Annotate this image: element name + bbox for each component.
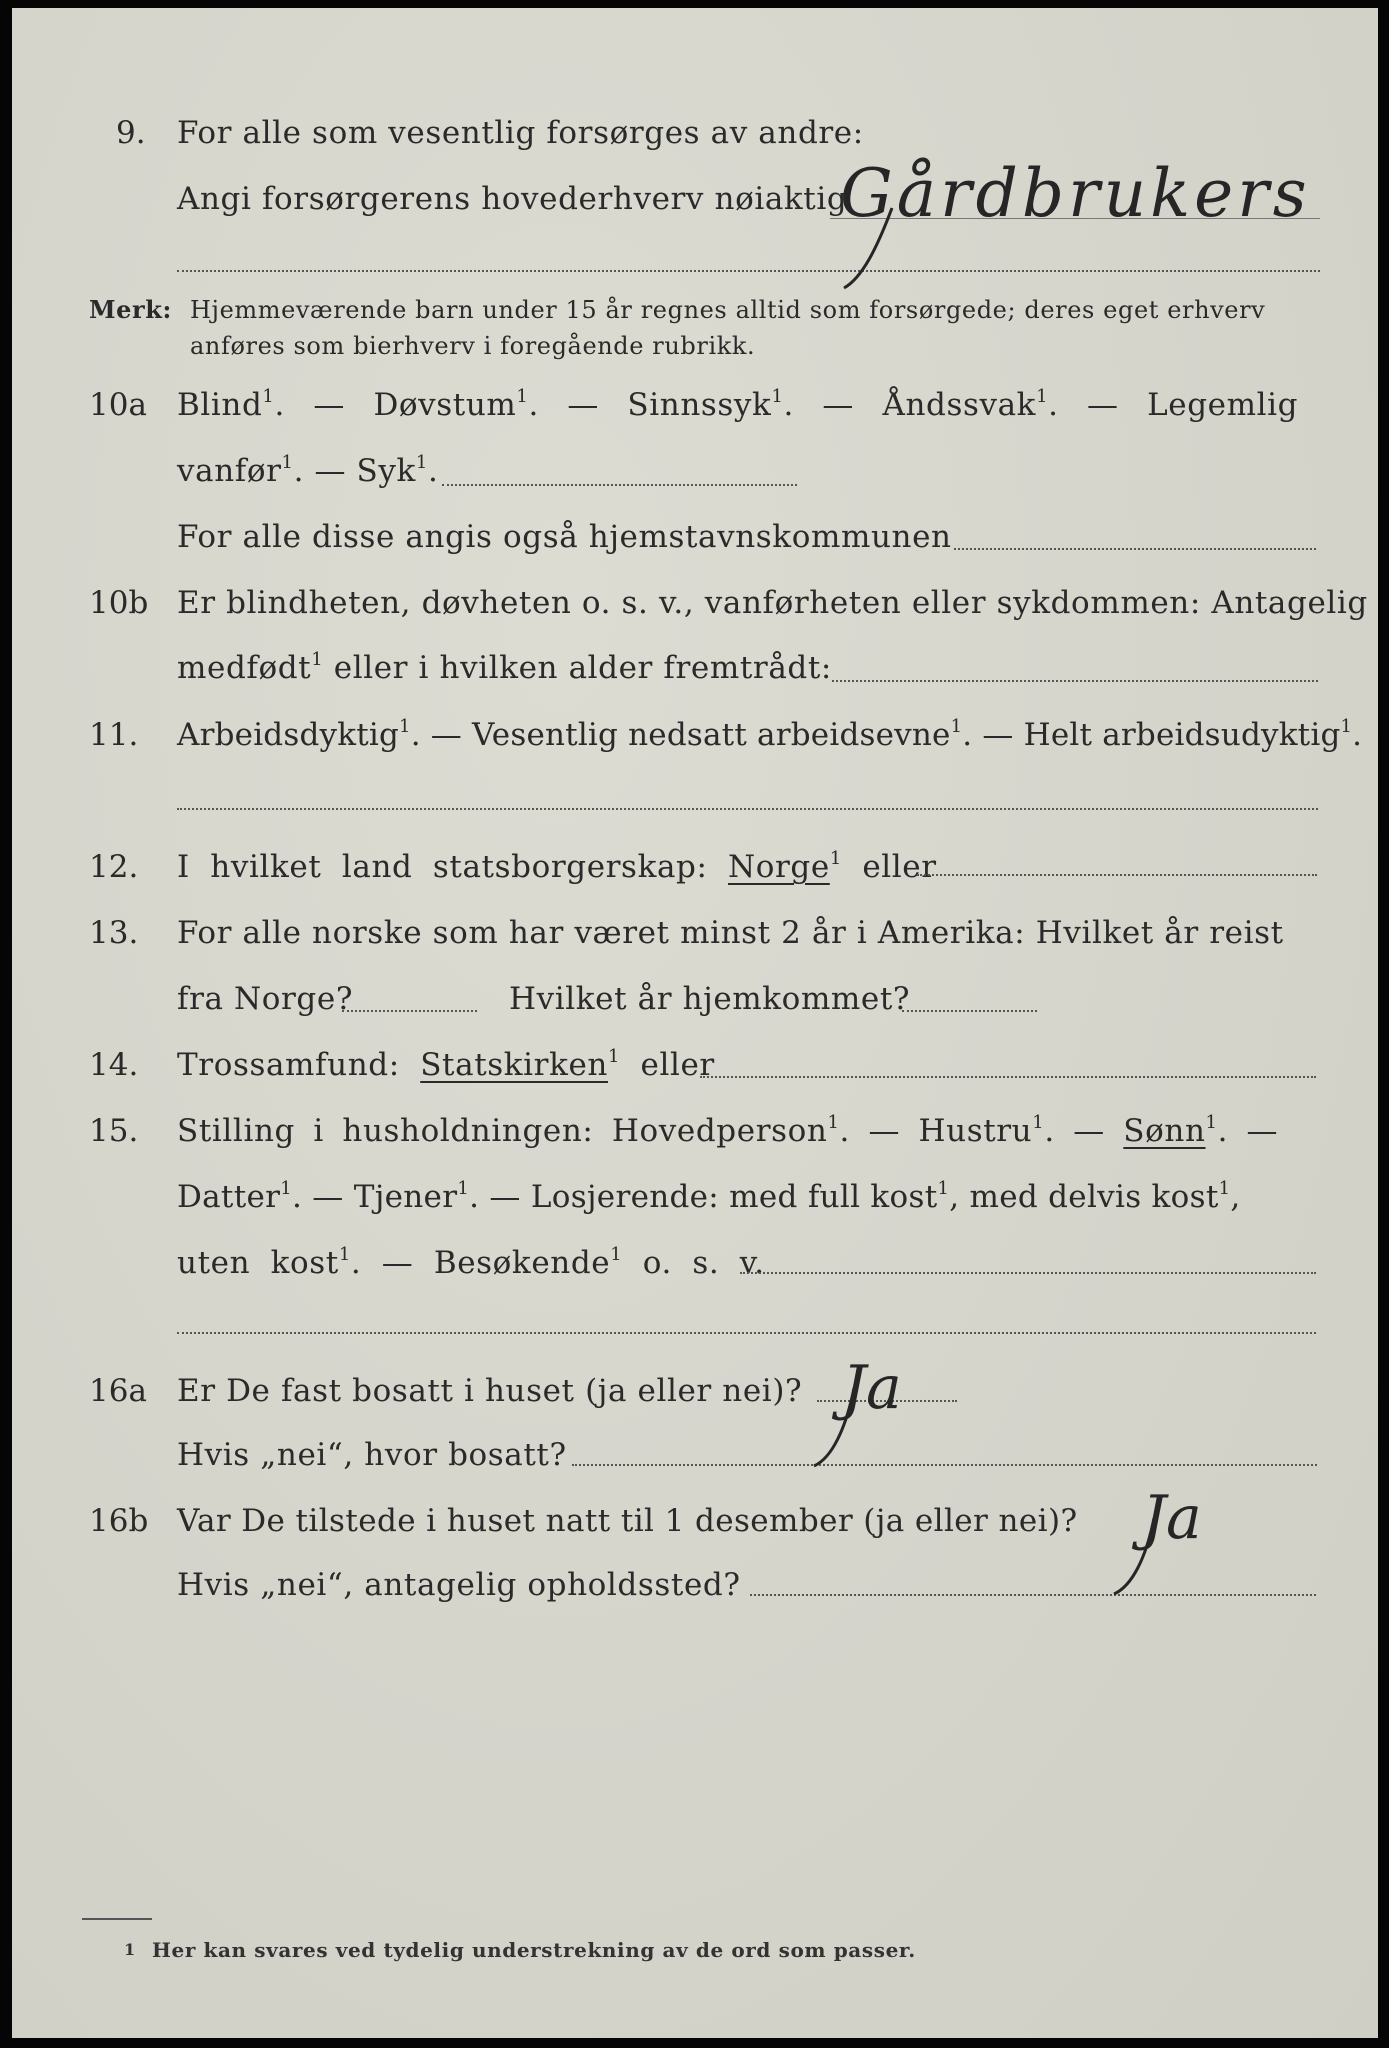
q12-dotted-line	[917, 874, 1317, 876]
q9-number: 9.	[116, 115, 146, 151]
q10b-line1: Er blindheten, døvheten o. s. v., vanførheten eller sykdommen: Antagelig	[177, 585, 1368, 621]
q15-extra-dotted-line	[177, 1332, 1316, 1334]
q16b-handwritten-answer	[1102, 1478, 1252, 1608]
q10a-line1: Blind$^1$. — Døvstum$^1$. — Sinnssyk$^1$. — Åndssvak$^1$. — Legemlig	[177, 386, 1299, 423]
q16a-line1: Er De fast bosatt i huset (ja eller nei)?	[177, 1373, 803, 1409]
q16a-answer-text: Ja	[842, 1353, 902, 1423]
q15-number: 15.	[89, 1113, 139, 1149]
q16b-line1: Var De tilstede i huset natt til 1 desember (ja eller nei)?	[177, 1503, 1078, 1539]
q10b-number: 10b	[89, 585, 149, 621]
q9-line1: For alle som vesentlig forsørges av andre:	[177, 115, 864, 151]
q11-number: 11.	[89, 717, 139, 753]
footnote-marker: 1	[124, 1940, 136, 1959]
q10b-dotted-line	[832, 680, 1318, 682]
merk-line1: Hjemmeværende barn under 15 år regnes alltid som forsørgede; deres eget erhverv	[190, 296, 1266, 324]
footnote-text: Her kan svares ved tydelig understrekning av de ord som passer.	[152, 1938, 916, 1962]
q13-number: 13.	[89, 915, 139, 951]
q10a-number: 10a	[89, 387, 147, 423]
q9-handwritten-answer	[832, 138, 1342, 298]
q11-dotted-line	[177, 808, 1318, 810]
q12-number: 12.	[89, 849, 139, 885]
merk-line2: anføres som bierhverv i foregående rubrikk.	[190, 332, 756, 360]
q9-answer-text: Gårdbrukers	[840, 155, 1311, 232]
q16a-handwritten-answer	[802, 1348, 942, 1478]
q16b-number: 16b	[89, 1503, 149, 1539]
q13-reist-dotted-line	[342, 1010, 477, 1012]
q14-number: 14.	[89, 1047, 139, 1083]
q10a-syk-dotted-line	[442, 484, 797, 486]
q15-line2: Datter$^1$. — Tjener$^1$. — Losjerende: med full kost$^1$, med delvis kost$^1$,	[177, 1178, 1241, 1215]
merk-label: Merk:	[89, 295, 172, 324]
q14-underlined-answer: Statskirken	[420, 1047, 608, 1083]
q16b-answer-text: Ja	[1142, 1483, 1202, 1553]
q13-line2a: fra Norge?	[177, 981, 354, 1017]
q15-line3: uten kost$^1$. — Besøkende$^1$ o. s. v.	[177, 1244, 765, 1281]
census-form-page	[12, 8, 1378, 2038]
q10a-hjemstavn-dotted-line	[954, 548, 1316, 550]
q14-line: Trossamfund: Statskirken$^1$ eller	[177, 1046, 715, 1083]
q12-line: I hvilket land statsborgerskap: Norge$^1$ eller	[177, 848, 937, 885]
q15-line1: Stilling i husholdningen: Hovedperson$^1$. — Hustru$^1$. — Sønn$^1$. —	[177, 1112, 1279, 1149]
q16a-bosatt-dotted-line	[572, 1464, 1317, 1466]
q11-line1: Arbeidsdyktig$^1$. — Vesentlig nedsatt arbeidsevne$^1$. — Helt arbeidsudyktig$^1$.	[177, 716, 1363, 753]
q10a-line3: For alle disse angis også hjemstavnskommunen	[177, 519, 952, 555]
q12-underlined-answer: Norge	[728, 849, 830, 885]
q16a-line2: Hvis „nei“, hvor bosatt?	[177, 1437, 567, 1473]
q13-hjemkommet-dotted-line	[902, 1010, 1037, 1012]
q9-line2: Angi forsørgerens hovederhverv nøiaktig	[177, 181, 848, 217]
q10a-line2: vanfør$^1$. — Syk$^1$.	[177, 452, 439, 489]
q15-dotted-line	[740, 1272, 1316, 1274]
q14-dotted-line	[700, 1076, 1316, 1078]
q15-underlined-answer: Sønn	[1123, 1113, 1206, 1149]
q13-line1: For alle norske som har været minst 2 år i Amerika: Hvilket år reist	[177, 915, 1284, 951]
q10b-line2: medfødt$^1$ eller i hvilken alder fremtrådt:	[177, 649, 832, 686]
q13-line2b: Hvilket år hjemkommet?	[509, 981, 911, 1017]
q16a-number: 16a	[89, 1373, 147, 1409]
q16b-line2: Hvis „nei“, antagelig opholdssted?	[177, 1567, 741, 1603]
footnote-rule	[82, 1918, 152, 1920]
